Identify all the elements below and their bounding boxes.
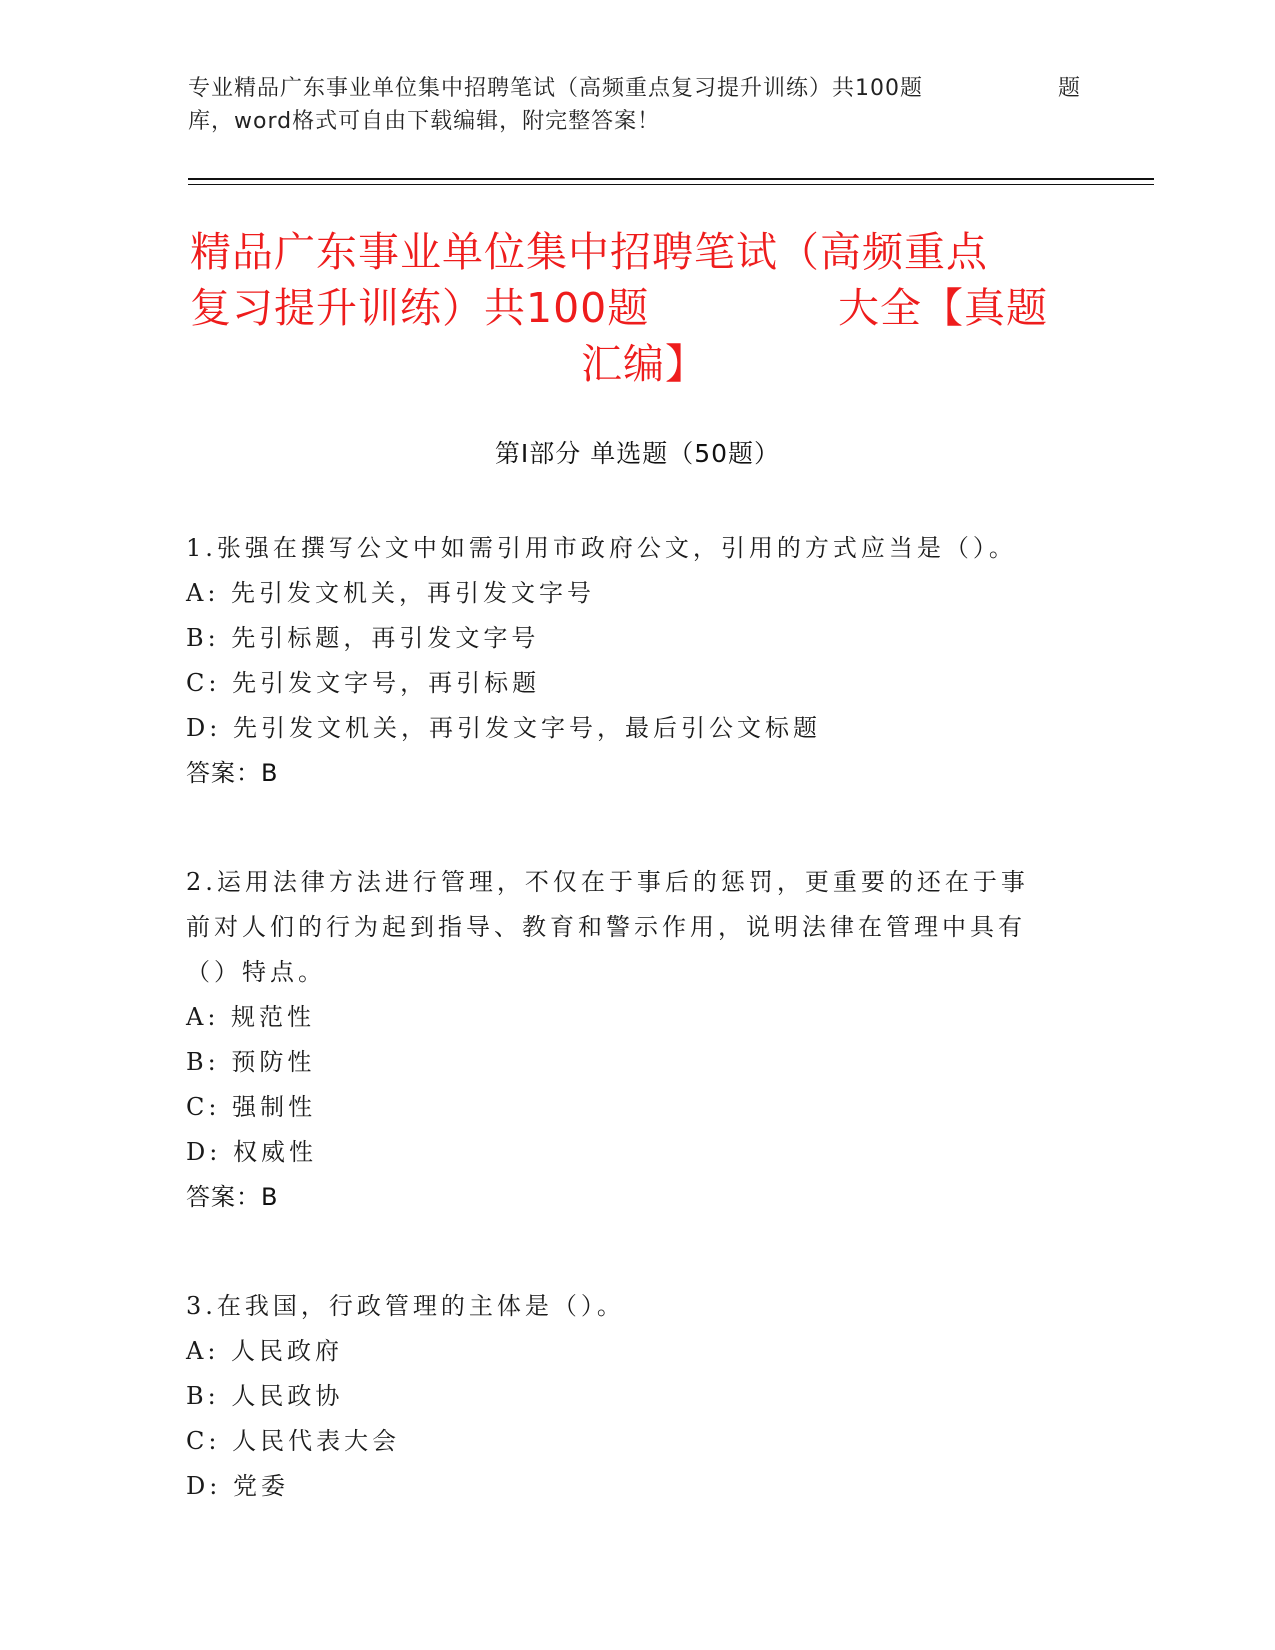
question-list [186, 526, 1066, 1509]
title-line-2 [190, 280, 1090, 336]
title-line-1: 精品广东事业单位集中招聘笔试（高频重点 [190, 228, 988, 276]
option-a: A: 人民政府 [186, 1337, 344, 1365]
question-1 [186, 526, 1066, 796]
option-d: D: 先引发文机关，再引发文字号，最后引公文标题 [186, 714, 821, 742]
question-stem: 3.在我国，行政管理的主体是（）。 [186, 1292, 625, 1320]
question-2 [186, 860, 1066, 1220]
option-c: C: 先引发文字号，再引标题 [186, 669, 541, 697]
option-a: A: 规范性 [186, 1003, 316, 1031]
option-b: B: 人民政协 [186, 1382, 344, 1410]
question-stem: 1.张强在撰写公文中如需引用市政府公文，引用的方式应当是（）。 [186, 534, 1017, 562]
answer: 答案：B [186, 1183, 279, 1211]
running-header-text: 专业精品广东事业单位集中招聘笔试（高频重点复习提升训练）共100题 [188, 76, 923, 101]
running-header-line-2: 库，word格式可自由下载编辑，附完整答案！ [188, 109, 661, 134]
question-3 [186, 1284, 1066, 1509]
title-line-3: 汇编】 [581, 340, 707, 388]
option-c: C: 人民代表大会 [186, 1427, 401, 1455]
title-line-2-left: 复习提升训练）共100题 [190, 284, 650, 332]
header-rule-thick [188, 178, 1154, 180]
question-stem: 2.运用法律方法进行管理，不仅在于事后的惩罚，更重要的还在于事 [186, 868, 1029, 896]
option-d: D: 权威性 [186, 1138, 317, 1166]
option-a: A: 先引发文机关，再引发文字号 [186, 579, 596, 607]
running-header-tail: 题 [1058, 76, 1082, 101]
question-stem: 前对人们的行为起到指导、教育和警示作用，说明法律在管理中具有 [186, 913, 1026, 941]
option-b: B: 先引标题，再引发文字号 [186, 624, 540, 652]
running-header-line-1 [188, 72, 1088, 105]
spacer [186, 796, 1066, 860]
title-line-2-right: 大全【真题 [838, 284, 1048, 332]
running-header [188, 72, 1088, 138]
option-b: B: 预防性 [186, 1048, 316, 1076]
spacer [186, 1220, 1066, 1284]
option-d: D: 党委 [186, 1472, 289, 1500]
section-heading: 第Ⅰ部分 单选题（50题） [494, 439, 781, 468]
option-c: C: 强制性 [186, 1093, 317, 1121]
document-title [190, 224, 1090, 392]
answer: 答案：B [186, 759, 279, 787]
header-rule-thin [188, 184, 1154, 185]
question-stem: （）特点。 [186, 958, 326, 986]
